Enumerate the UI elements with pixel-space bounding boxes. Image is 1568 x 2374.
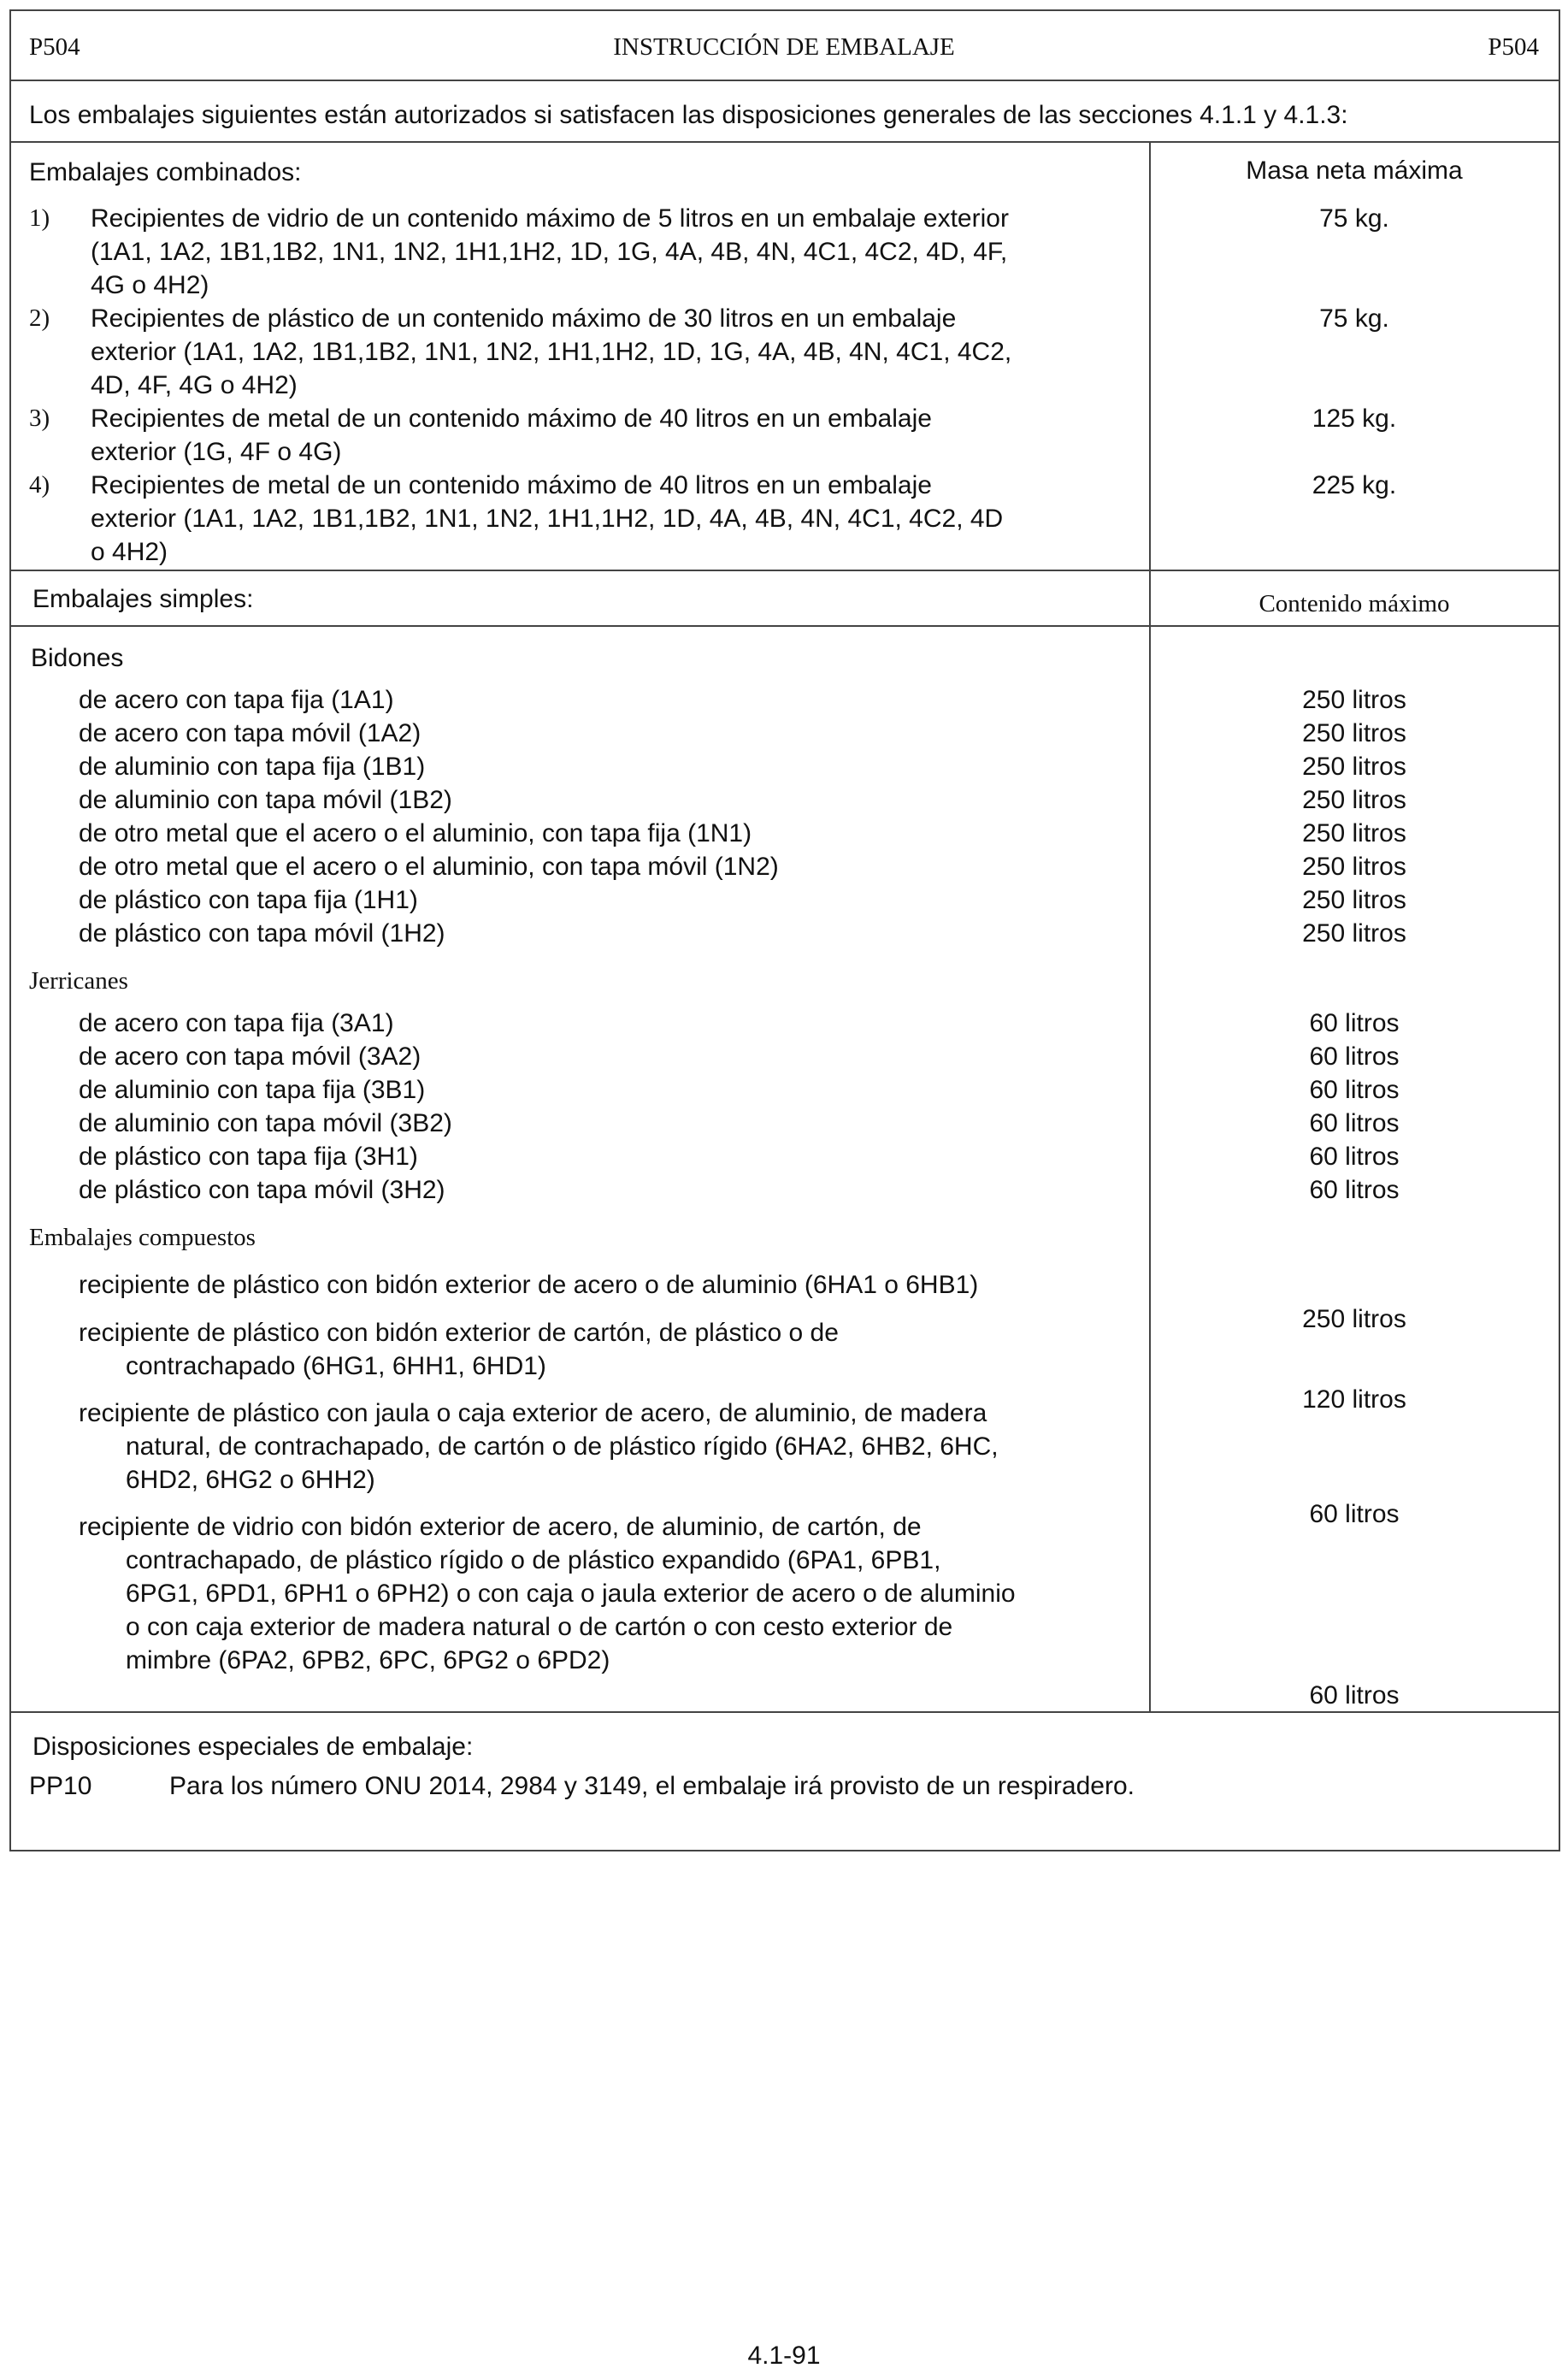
single-column-heading: Contenido máximo xyxy=(1259,590,1450,617)
rule xyxy=(11,80,1559,81)
max-capacity-value: 250 litros xyxy=(1302,819,1406,847)
drums-heading: Bidones xyxy=(31,644,124,672)
composite-item-line: 6HD2, 6HG2 o 6HH2) xyxy=(126,1466,375,1494)
list-item-line: 4D, 4F, 4G o 4H2) xyxy=(91,371,298,399)
packaging-item: de plástico con tapa fija (1H1) xyxy=(79,886,418,914)
list-item-line: Recipientes de plástico de un contenido máximo de 30 litros en un embalaje xyxy=(91,304,957,333)
packaging-item: de acero con tapa móvil (1A2) xyxy=(79,719,421,747)
composite-item-line: recipiente de vidrio con bidón exterior de acero, de aluminio, de cartón, de xyxy=(79,1513,922,1541)
max-capacity-value: 250 litros xyxy=(1302,786,1406,814)
composite-item xyxy=(79,1268,1147,1302)
composite-item xyxy=(79,1397,1147,1497)
composite-item xyxy=(79,1510,1147,1677)
composite-item-line: recipiente de plástico con jaula o caja exterior de acero, de aluminio, de madera xyxy=(79,1399,987,1427)
page-title: INSTRUCCIÓN DE EMBALAJE xyxy=(613,33,955,61)
page-number: 4.1-91 xyxy=(747,2342,821,2370)
max-capacity-value: 250 litros xyxy=(1302,886,1406,914)
composite-item-line: contrachapado (6HG1, 6HH1, 6HD1) xyxy=(126,1352,546,1380)
max-capacity-value: 250 litros xyxy=(1302,719,1406,747)
composite-item-line: o con caja exterior de madera natural o de cartón o con cesto exterior de xyxy=(126,1613,953,1641)
max-net-mass-value: 75 kg. xyxy=(1319,304,1389,333)
packaging-item: de plástico con tapa fija (3H1) xyxy=(79,1143,418,1171)
list-number: 2) xyxy=(29,304,50,332)
max-capacity-value: 60 litros xyxy=(1309,1042,1400,1071)
single-heading: Embalajes simples: xyxy=(32,585,254,613)
max-capacity-value: 120 litros xyxy=(1302,1385,1406,1414)
list-item-line: Recipientes de metal de un contenido máximo de 40 litros en un embalaje xyxy=(91,471,932,499)
list-item-text xyxy=(91,469,1172,569)
packaging-item: de aluminio con tapa móvil (3B2) xyxy=(79,1109,452,1137)
packaging-item: de acero con tapa móvil (3A2) xyxy=(79,1042,421,1071)
list-item-line: o 4H2) xyxy=(91,538,168,566)
packaging-item: de aluminio con tapa móvil (1B2) xyxy=(79,786,452,814)
combined-column-heading: Masa neta máxima xyxy=(1246,156,1463,185)
list-item-text xyxy=(91,302,1172,402)
special-heading: Disposiciones especiales de embalaje: xyxy=(32,1733,474,1761)
composite-trailing-value: 60 litros xyxy=(1309,1681,1400,1710)
rule xyxy=(11,625,1559,627)
max-capacity-value: 250 litros xyxy=(1302,919,1406,948)
list-item-line: 4G o 4H2) xyxy=(91,271,209,299)
composite-item-line: mimbre (6PA2, 6PB2, 6PC, 6PG2 o 6PD2) xyxy=(126,1646,610,1674)
max-net-mass-value: 225 kg. xyxy=(1312,471,1397,499)
max-capacity-value: 60 litros xyxy=(1309,1009,1400,1037)
intro-text: Los embalajes siguientes están autorizados si satisfacen las disposiciones generales de las secciones 4.1.1 y 4.1.3: xyxy=(29,101,1348,129)
composite-item-line: contrachapado, de plástico rígido o de plástico expandido (6PA1, 6PB1, xyxy=(126,1546,941,1574)
max-capacity-value: 250 litros xyxy=(1302,1305,1406,1333)
packaging-item: de plástico con tapa móvil (1H2) xyxy=(79,919,445,948)
composite-item-line: recipiente de plástico con bidón exterior de acero o de aluminio (6HA1 o 6HB1) xyxy=(79,1271,979,1299)
max-net-mass-value: 125 kg. xyxy=(1312,405,1397,433)
composite-item-line: natural, de contrachapado, de cartón o de plástico rígido (6HA2, 6HB2, 6HC, xyxy=(126,1432,999,1461)
packaging-item: de otro metal que el acero o el aluminio, con tapa fija (1N1) xyxy=(79,819,752,847)
composite-heading: Embalajes compuestos xyxy=(29,1224,256,1251)
jerricans-heading: Jerricanes xyxy=(29,967,128,995)
special-code: PP10 xyxy=(29,1772,92,1800)
max-capacity-value: 250 litros xyxy=(1302,853,1406,881)
list-item-line: Recipientes de metal de un contenido máximo de 40 litros en un embalaje xyxy=(91,405,932,433)
list-item-line: Recipientes de vidrio de un contenido máximo de 5 litros en un embalaje exterior xyxy=(91,204,1009,233)
instruction-code-right: P504 xyxy=(1488,33,1539,61)
packaging-item: de acero con tapa fija (1A1) xyxy=(79,686,394,714)
max-capacity-value: 60 litros xyxy=(1309,1143,1400,1171)
list-item-line: exterior (1G, 4F o 4G) xyxy=(91,438,342,466)
max-capacity-value: 250 litros xyxy=(1302,753,1406,781)
max-capacity-value: 60 litros xyxy=(1309,1076,1400,1104)
list-item-text xyxy=(91,202,1172,302)
packaging-item: de aluminio con tapa fija (1B1) xyxy=(79,753,426,781)
rule xyxy=(11,141,1559,143)
list-item-text xyxy=(91,402,1172,469)
max-capacity-value: 250 litros xyxy=(1302,686,1406,714)
packaging-item: de otro metal que el acero o el aluminio, con tapa móvil (1N2) xyxy=(79,853,779,881)
max-capacity-value: 60 litros xyxy=(1309,1176,1400,1204)
max-capacity-value: 60 litros xyxy=(1309,1109,1400,1137)
max-net-mass-value: 75 kg. xyxy=(1319,204,1389,233)
list-item-line: exterior (1A1, 1A2, 1B1,1B2, 1N1, 1N2, 1H1,1H2, 1D, 4A, 4B, 4N, 4C1, 4C2, 4D xyxy=(91,505,1004,533)
list-item-line: exterior (1A1, 1A2, 1B1,1B2, 1N1, 1N2, 1H1,1H2, 1D, 1G, 4A, 4B, 4N, 4C1, 4C2, xyxy=(91,338,1012,366)
composite-item xyxy=(79,1316,1147,1383)
packaging-item: de plástico con tapa móvil (3H2) xyxy=(79,1176,445,1204)
instruction-code-left: P504 xyxy=(29,33,80,61)
rule xyxy=(11,570,1559,571)
packaging-item: de acero con tapa fija (3A1) xyxy=(79,1009,394,1037)
combined-heading: Embalajes combinados: xyxy=(29,158,302,186)
list-number: 1) xyxy=(29,204,50,232)
composite-item-line: 6PG1, 6PD1, 6PH1 o 6PH2) o con caja o jaula exterior de acero o de aluminio xyxy=(126,1580,1016,1608)
special-text: Para los número ONU 2014, 2984 y 3149, el embalaje irá provisto de un respiradero. xyxy=(169,1772,1135,1800)
packaging-item: de aluminio con tapa fija (3B1) xyxy=(79,1076,426,1104)
list-item-line: (1A1, 1A2, 1B1,1B2, 1N1, 1N2, 1H1,1H2, 1D, 1G, 4A, 4B, 4N, 4C1, 4C2, 4D, 4F, xyxy=(91,238,1008,266)
composite-item-line: recipiente de plástico con bidón exterior de cartón, de plástico o de xyxy=(79,1319,839,1347)
list-number: 4) xyxy=(29,471,50,499)
max-capacity-value: 60 litros xyxy=(1309,1500,1400,1528)
list-number: 3) xyxy=(29,405,50,432)
